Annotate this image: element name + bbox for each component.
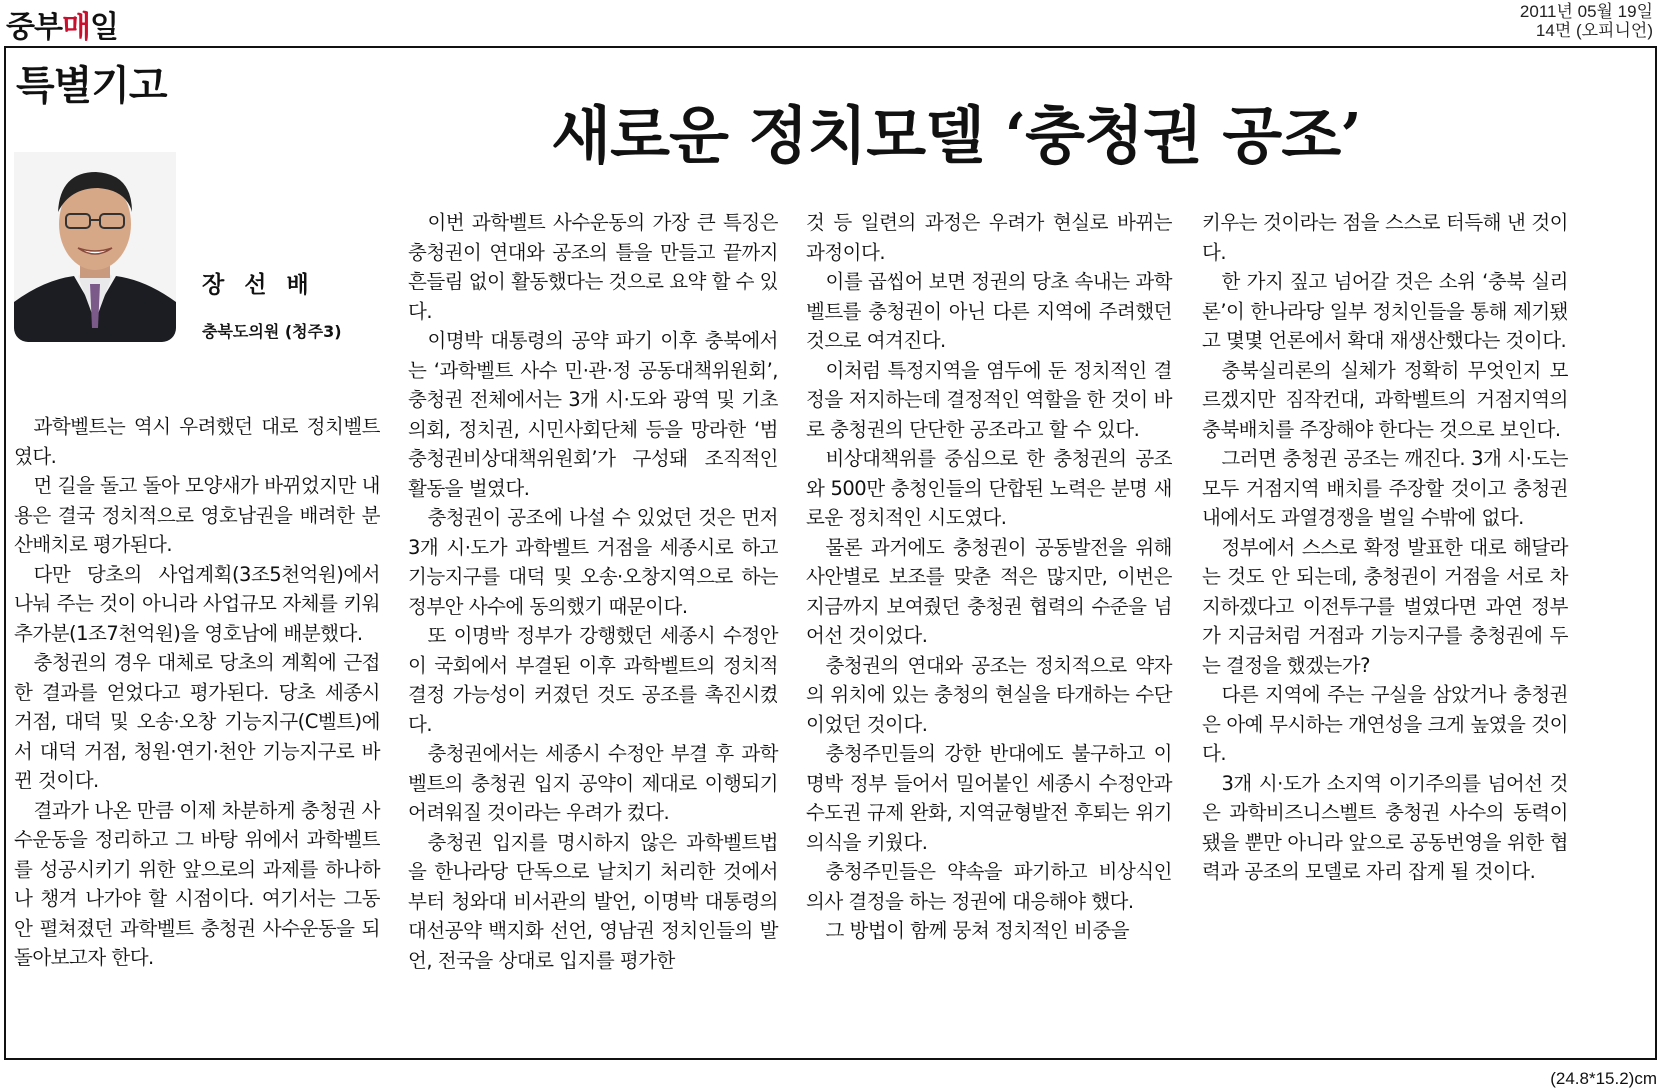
paragraph: 또 이명박 정부가 강행했던 세종시 수정안이 국회에서 부결된 이후 과학벨트의 정치적 결정 가능성이 커졌던 것도 공조를 촉진시켰다. [408, 624, 778, 736]
paragraph: 충청권 입지를 명시하지 않은 과학벨트법을 한나라당 단독으로 날치기 처리한 것에서부터 청와대 비서관의 발언, 이명박 대통령의 대선공약 백지화 선언, 영남권 정치인들의 발언, 전국을 상대로 입지를 평가한 [408, 830, 778, 972]
page-section: 14면 (오피니언) [1535, 21, 1653, 40]
paragraph: 결과가 나온 만큼 이제 차분하게 충청권 사수운동을 정리하고 그 바탕 위에서 과학벨트를 성공시키기 위한 앞으로의 과제를 하나하나 챙겨 나가야 할 시점이다. 여기서는 그동안 펼쳐졌던 과학벨트 충청권 사수운동을 되돌아보고자 한다. [14, 798, 380, 969]
paragraph: 키우는 것이라는 점을 스스로 터득해 낸 것이다. [1202, 211, 1568, 264]
clipping-size: (24.8*15.2)cm [1550, 1069, 1657, 1088]
article-column-1 [14, 412, 380, 973]
paragraph: 충북실리론의 실체가 정확히 무엇인지 모르겠지만 짐작컨대, 과학벨트의 거점지역의 충북배치를 주장해야 한다는 것으로 보인다. [1202, 358, 1568, 441]
paragraph: 과학벨트는 역시 우려했던 대로 정치벨트였다. [14, 415, 380, 468]
paragraph: 한 가지 짚고 넘어갈 것은 소위 ‘충북 실리론’이 한나라당 일부 정치인들을 통해 제기됐고 몇몇 언론에서 확대 재생산했다는 것이다. [1202, 270, 1568, 352]
paragraph: 물론 과거에도 충청권이 공동발전을 위해 사안별로 보조를 맞춘 적은 많지만, 이번은 지금까지 보여줬던 충청권 협력의 수준을 넘어선 것이었다. [806, 535, 1172, 647]
dateline [1520, 2, 1653, 40]
section-label: 특별기고 [16, 63, 167, 109]
article-column-3 [806, 208, 1172, 946]
paragraph: 충청주민들의 강한 반대에도 불구하고 이명박 정부 들어서 밀어붙인 세종시 수정안과 수도권 규제 완화, 지역균형발전 후퇴는 위기의식을 키웠다. [806, 742, 1172, 854]
paragraph: 것 등 일련의 과정은 우려가 현실로 바뀌는 과정이다. [806, 211, 1172, 264]
paragraph: 이처럼 특정지역을 염두에 둔 정치적인 결정을 저지하는데 결정적인 역할을 한 것이 바로 충청권의 단단한 공조라고 할 수 있다. [806, 358, 1172, 441]
paragraph: 다른 지역에 주는 구실을 삼았거나 충청권은 아예 무시하는 개연성을 크게 높였을 것이다. [1202, 683, 1568, 765]
author-block [202, 266, 342, 342]
paragraph: 정부에서 스스로 확정 발표한 대로 해달라는 것도 안 되는데, 충청권이 거점을 서로 차지하겠다고 이전투구를 벌였다면 과연 정부가 지금처럼 거점과 기능지구를 충청권에 두는 결정을 했겠는가? [1202, 535, 1568, 677]
newspaper-logo: 중부매일 [6, 10, 118, 45]
paragraph: 이명박 대통령의 공약 파기 이후 충북에서는 ‘과학벨트 사수 민·관·정 공동대책위원회’, 충청권 전체에서는 3개 시·도와 광역 및 기초의회, 정치권, 시민사회단체 등을 망라한 ‘범충청권비상대책위원회’가 구성돼 조직적인 활동을 벌였다. [408, 329, 778, 500]
paragraph: 충청권이 공조에 나설 수 있었던 것은 먼저 3개 시·도가 과학벨트 거점을 세종시로 하고 기능지구를 대덕 및 오송·오창지역으로 하는 정부안 사수에 동의했기 때문이다. [408, 506, 778, 618]
headline: 새로운 정치모델 ‘충청권 공조’ [551, 99, 1361, 172]
paragraph: 먼 길을 돌고 돌아 모양새가 바뀌었지만 내용은 결국 정치적으로 영호남권을 배려한 분산배치로 평가된다. [14, 474, 380, 556]
article-frame [4, 46, 1657, 1060]
author-photo [14, 152, 176, 342]
paragraph: 다만 당초의 사업계획(3조5천억원)에서 나눠 주는 것이 아니라 사업규모 자체를 키워 추가분(1조7천억원)을 영호남에 배분했다. [14, 562, 380, 645]
paragraph: 이를 곱씹어 보면 정권의 당초 속내는 과학벨트를 충청권이 아닌 다른 지역에 주려했던 것으로 여겨진다. [806, 270, 1172, 352]
paragraph: 충청권의 경우 대체로 당초의 계획에 근접한 결과를 얻었다고 평가된다. 당초 세종시 거점, 대덕 및 오송·오창 기능지구(C벨트)에서 대덕 거점, 청원·연기·천안 기능지구로 바뀐 것이다. [14, 651, 380, 792]
masthead [4, 2, 1657, 45]
paragraph: 그 방법이 함께 뭉쳐 정치적인 비중을 [825, 919, 1130, 942]
paragraph: 충청권에서는 세종시 수정안 부결 후 과학벨트의 충청권 입지 공약이 제대로 이행되기 어려워질 것이라는 우려가 컸다. [408, 742, 778, 824]
paragraph: 충청권의 연대와 공조는 정치적으로 약자의 위치에 있는 충청의 현실을 타개하는 수단이었던 것이다. [806, 653, 1172, 736]
article-column-4 [1202, 208, 1568, 887]
issue-date: 2011년 05월 19일 [1519, 2, 1653, 21]
paragraph: 충청주민들은 약속을 파기하고 비상식인 의사 결정을 하는 정권에 대응해야 했다. [806, 860, 1172, 913]
paragraph: 그러면 충청권 공조는 깨진다. 3개 시·도는 모두 거점지역 배치를 주장할 것이고 충청권내에서도 과열경쟁을 벌일 수밖에 없다. [1202, 447, 1568, 529]
paragraph: 3개 시·도가 소지역 이기주의를 넘어선 것은 과학비즈니스벨트 충청권 사수의 동력이 됐을 뿐만 아니라 앞으로 공동번영을 위한 협력과 공조의 모델로 자리 잡게 될 것이다. [1202, 771, 1568, 883]
paragraph: 비상대책위를 중심으로 한 충청권의 공조와 500만 충청인들의 단합된 노력은 분명 새로운 정치적인 시도였다. [806, 447, 1172, 529]
article-column-2 [408, 208, 778, 975]
paragraph: 이번 과학벨트 사수운동의 가장 큰 특징은 충청권이 연대와 공조의 틀을 만들고 끝까지 흔들림 없이 활동했다는 것으로 요약 할 수 있다. [408, 211, 778, 323]
author-name: 장 선 배 [202, 272, 315, 298]
author-title: 충북도의원 (청주3) [202, 322, 342, 341]
